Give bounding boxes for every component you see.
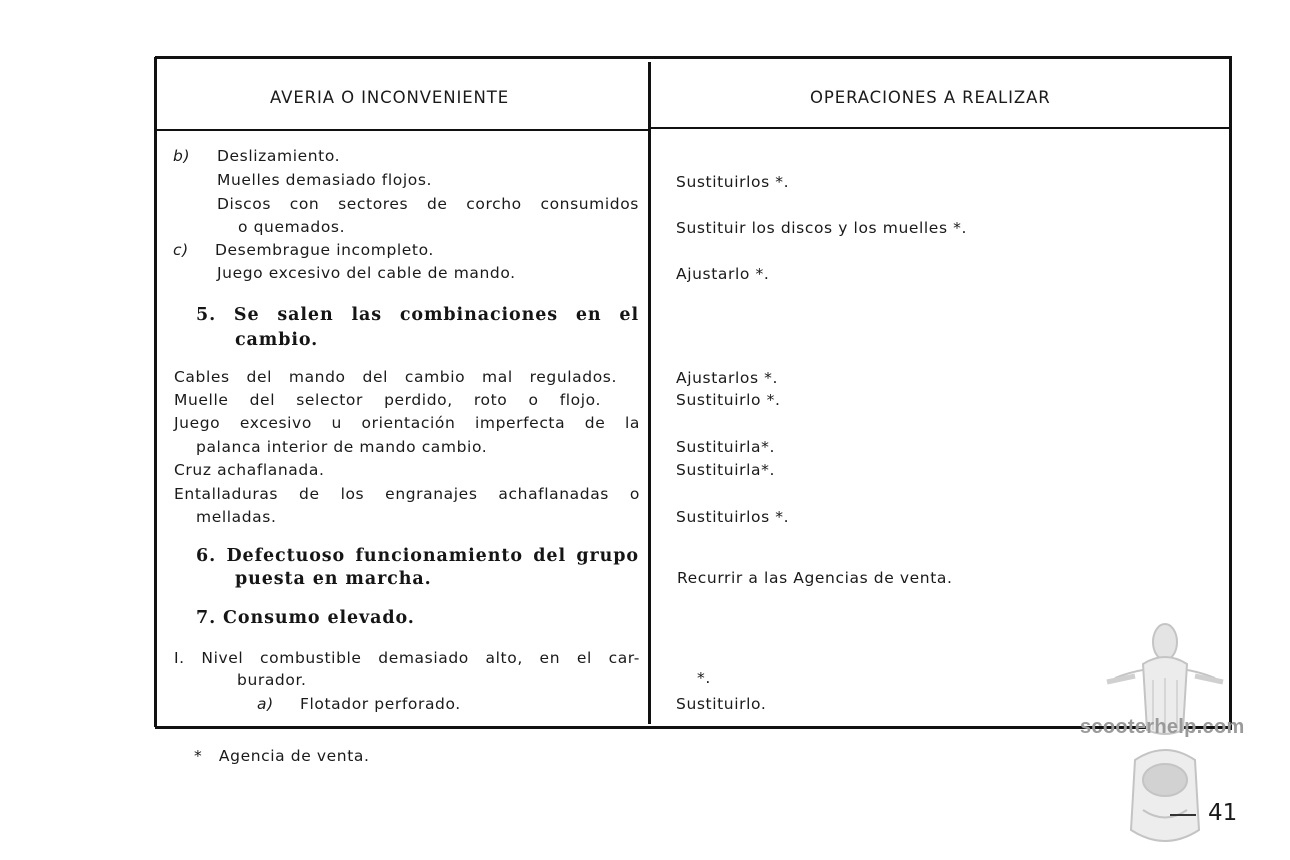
table-left-border — [154, 57, 157, 727]
fault-b-title: Deslizamiento. — [217, 147, 341, 165]
fault-c-title: Desembrague incompleto. — [215, 241, 434, 259]
operation-text: Ajustarlos *. — [676, 369, 779, 387]
fault-line: melladas. — [196, 508, 277, 526]
fault-line: Cruz achaflanada. — [174, 461, 325, 479]
fault-line: palanca interior de mando cambio. — [196, 438, 488, 456]
fault-line: Cables del mando del cambio mal regulados. — [174, 368, 617, 386]
section-5-heading: 5. Se salen las combinaciones en el — [196, 305, 639, 325]
fault-b-marker: b) — [173, 147, 191, 165]
column-header-fault: AVERIA O INCONVENIENTE — [270, 88, 510, 107]
fault-line: I. Nivel combustible demasiado alto, en el car- — [174, 649, 640, 667]
fault-line: Discos con sectores de corcho consumidos — [217, 195, 639, 213]
fault-line: Juego excesivo del cable de mando. — [217, 264, 516, 282]
fault-line: o quemados. — [238, 218, 346, 236]
table-top-border — [155, 56, 1232, 59]
operation-text: Sustituir los discos y los muelles *. — [676, 219, 968, 237]
operation-text: Sustituirla*. — [676, 438, 775, 456]
watermark: scooterhelp.com — [1080, 716, 1245, 738]
operation-text: Sustituirlos *. — [676, 173, 790, 191]
fault-a-marker: a) — [257, 695, 274, 713]
column-divider — [648, 62, 651, 724]
page-number-dash — [1170, 814, 1196, 816]
section-5-heading-cont: cambio. — [235, 330, 319, 350]
fault-c-marker: c) — [173, 241, 189, 259]
operation-text: *. — [697, 669, 711, 687]
section-6-heading-cont: puesta en marcha. — [235, 569, 432, 589]
fault-a-title: Flotador perforado. — [300, 695, 461, 713]
fault-line: Juego excesivo u orientación imperfecta de la — [174, 414, 640, 432]
section-6-heading: 6. Defectuoso funcionamiento del grupo — [196, 546, 639, 566]
operation-text: Sustituirla*. — [676, 461, 775, 479]
fault-line: Entalladuras de los engranajes achaflanadas o — [174, 485, 640, 503]
footnote: * Agencia de venta. — [194, 747, 370, 765]
section-7-heading: 7. Consumo elevado. — [196, 608, 415, 628]
header-divider-left — [157, 129, 648, 131]
header-divider-right — [651, 127, 1229, 129]
fault-line: Muelles demasiado flojos. — [217, 171, 433, 189]
operation-text: Recurrir a las Agencias de venta. — [677, 569, 953, 587]
page-number: 41 — [1208, 800, 1238, 826]
column-header-operations: OPERACIONES A REALIZAR — [810, 88, 1051, 107]
operation-text: Sustituirlo. — [676, 695, 767, 713]
fault-line: burador. — [237, 671, 307, 689]
table-bottom-border — [155, 726, 1232, 729]
fault-line: Muelle del selector perdido, roto o flojo. — [174, 391, 601, 409]
operation-text: Sustituirlos *. — [676, 508, 790, 526]
operation-text: Ajustarlo *. — [676, 265, 770, 283]
operation-text: Sustituirlo *. — [676, 391, 781, 409]
